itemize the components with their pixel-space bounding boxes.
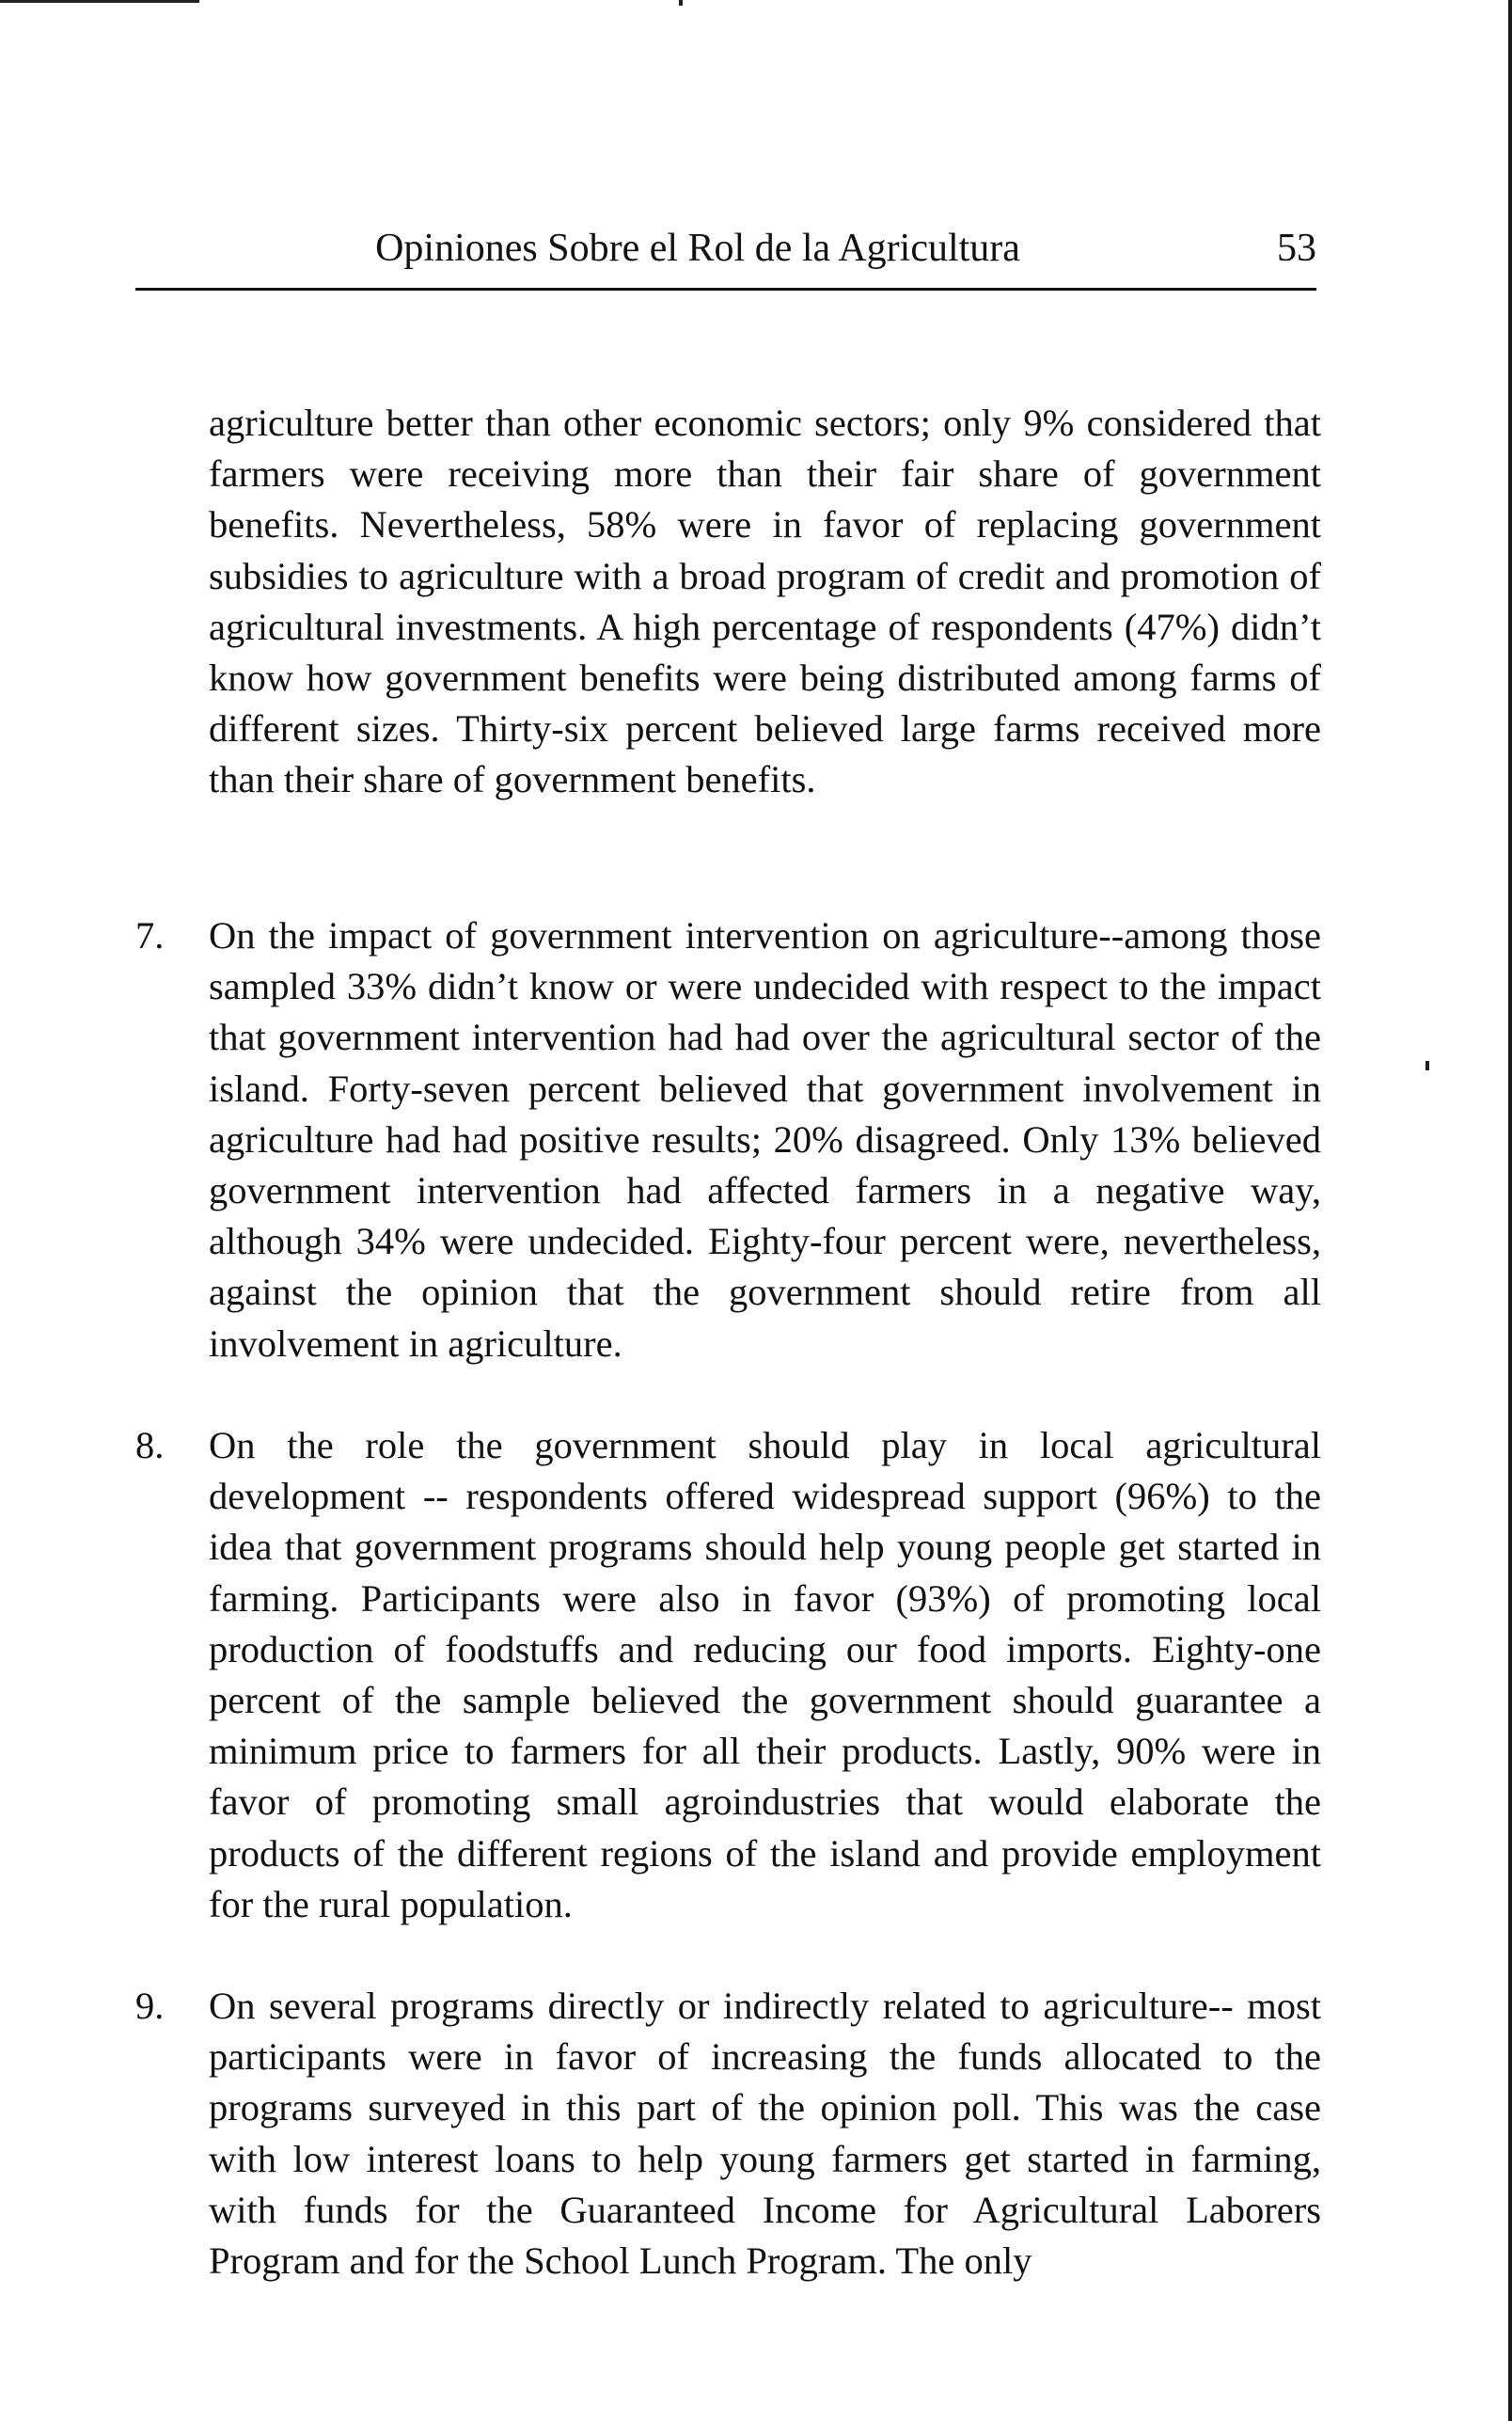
list-item-text: On the role the government should play in local agricultural development -- respondents offered widespread support (96%) to the idea that government programs should help young people get started in farming. Participants were also in favor (93%) of promoting local production of foodstuffs and reducing our food imports. Eighty-one percent of the sample believed the government should guarantee a minimum price to farmers for all their products. Lastly, 90% were in favor of promoting small agroindustries that would elaborate the products of the different regions of the island and provide employment for the rural population. — [209, 1424, 1321, 1925]
list-item-number: 7. — [135, 914, 165, 957]
list-item-number: 9. — [135, 1985, 165, 2027]
header-rule — [135, 288, 1316, 291]
scan-speck — [679, 0, 683, 6]
list-item-text: On the impact of government intervention on agriculture--among those sampled 33% didn’t know or were undecided with respect to the impact that government intervention had had over the agricultural sector of the island. Forty-seven percent believed that government involvement in agriculture had had positive results; 20% disagreed. Only 13% believed government intervention had affected farmers in a negative way, although 34% were undecided. Eighty-four percent were, nevertheless, against the opinion that the government should retire from all involvement in agriculture. — [209, 914, 1321, 1365]
page-number: 53 — [1277, 227, 1316, 270]
list-item-number: 8. — [135, 1424, 165, 1466]
scan-edge-mark-right — [1508, 0, 1512, 2421]
running-head — [135, 220, 1316, 286]
running-title: Opiniones Sobre el Rol de la Agricultura — [375, 227, 1020, 270]
scan-speck — [1425, 1061, 1429, 1070]
list-item-text: On several programs directly or indirectly related to agriculture-- most participants were in favor of increasing the funds allocated to the programs surveyed in this part of the opinion poll. This was the case with low interest loans to help young farmers get started in farming, with funds for the Guaranteed Income for Agricultural Laborers Program and for the School Lunch Program. The only — [209, 1985, 1321, 2283]
scan-edge-mark-top — [0, 0, 199, 3]
continuation-paragraph: agriculture better than other economic sectors; only 9% considered that farmers were receiving more than their fair share of government benefits. Nevertheless, 58% were in favor of replacing government subsidies to agriculture with a broad program of credit and promotion of agricultural investments. A high percentage of respondents (47%) didn’t know how government benefits were being distributed among farms of different sizes. Thirty-six percent believed large farms received more than their share of government benefits. — [209, 402, 1321, 801]
